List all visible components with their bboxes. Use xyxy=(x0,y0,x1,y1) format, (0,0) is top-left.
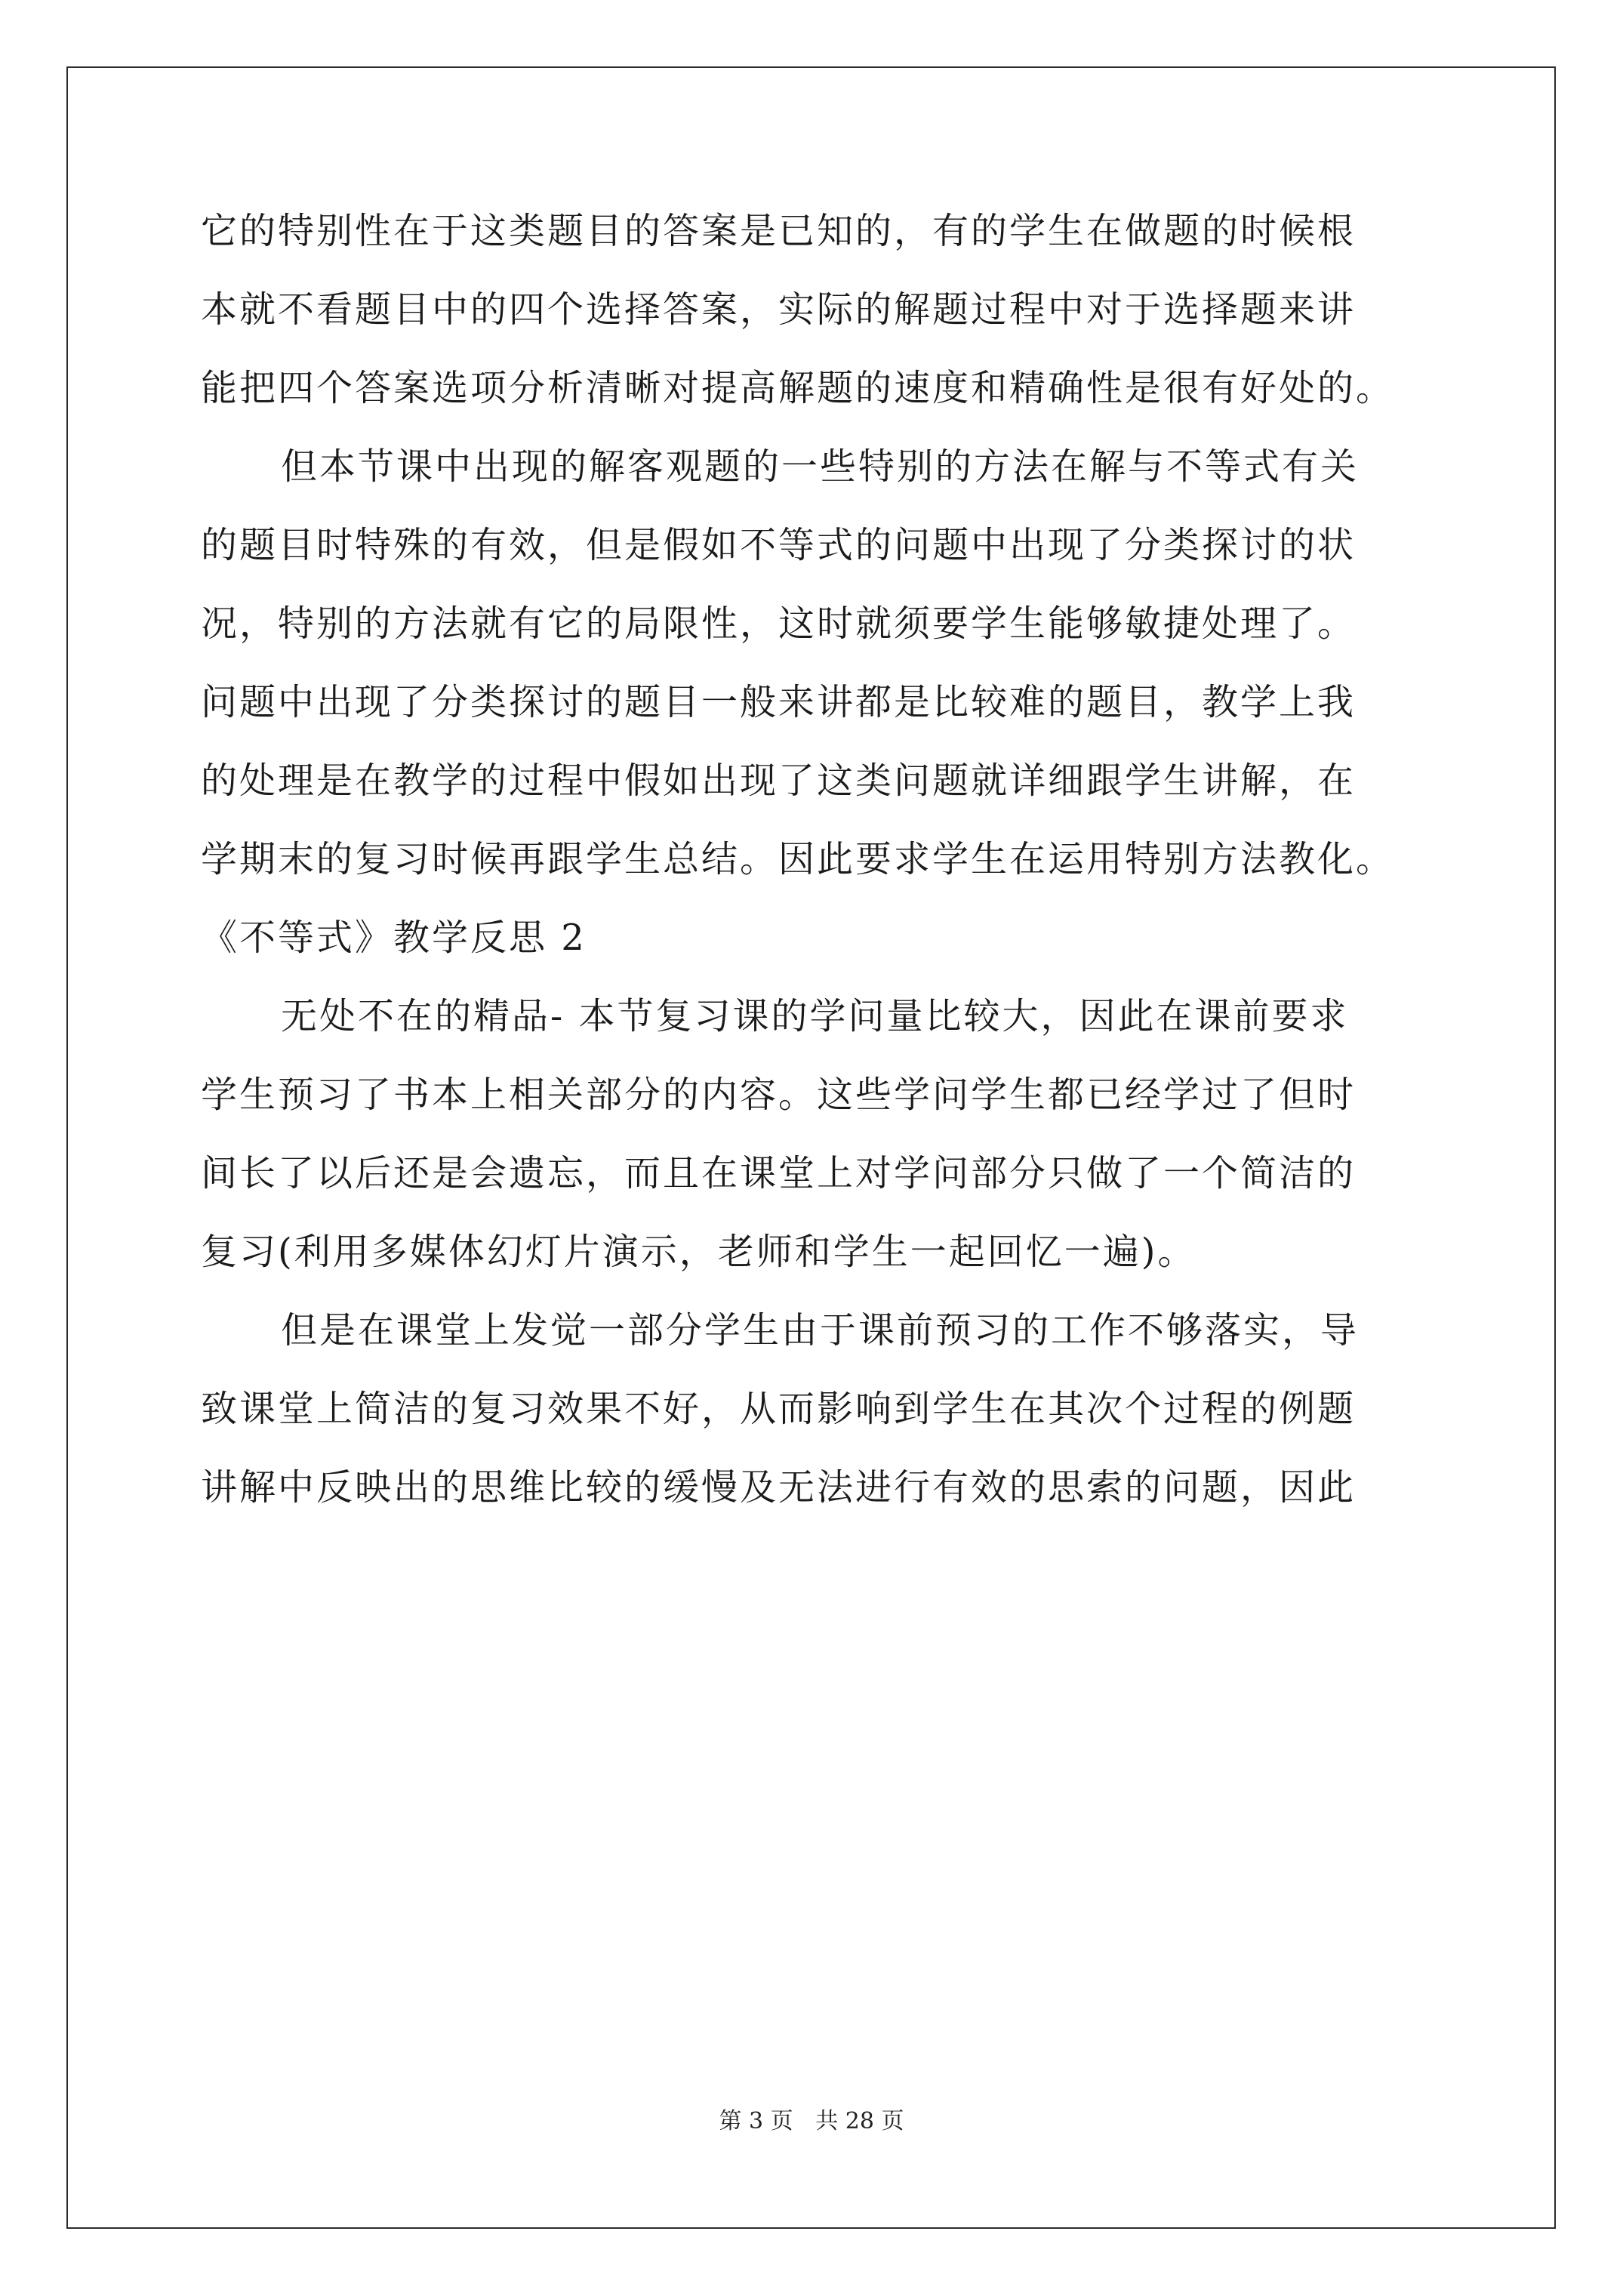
text-line: 复习(利用多媒体幻灯片演示，老师和学生一起回忆一遍)。 xyxy=(201,1231,1196,1273)
text-line: 学期末的复习时候再跟学生总结。因此要求学生在运用特别方法教化。 xyxy=(201,838,1395,880)
text-line: 讲解中反映出的思维比较的缓慢及无法进行有效的思索的问题，因此 xyxy=(201,1466,1357,1509)
page-total: 共 28 页 xyxy=(815,2108,904,2134)
text-line: 学生预习了书本上相关部分的内容。这些学问学生都已经学过了但时 xyxy=(201,1074,1357,1116)
text-line: 致课堂上简洁的复习效果不好，从而影响到学生在其次个过程的例题 xyxy=(201,1388,1357,1430)
text-line: 本就不看题目中的四个选择答案，实际的解题过程中对于选择题来讲 xyxy=(201,288,1357,331)
text-line: 的题目时特殊的有效，但是假如不等式的问题中出现了分类探讨的状 xyxy=(201,524,1357,566)
text-line: 但是在课堂上发觉一部分学生由于课前预习的工作不够落实，导 xyxy=(281,1309,1360,1351)
text-line: 的处理是在教学的过程中假如出现了这类问题就详细跟学生讲解，在 xyxy=(201,760,1357,802)
text-line: 但本节课中出现的解客观题的一些特别的方法在解与不等式有关 xyxy=(281,445,1360,488)
section-heading: 《不等式》教学反思 2 xyxy=(201,917,587,959)
document-body xyxy=(201,210,1439,1548)
page-footer xyxy=(0,2110,1623,2134)
text-line: 无处不在的精品- 本节复习课的学问量比较大，因此在课前要求 xyxy=(281,995,1349,1037)
text-line: 问题中出现了分类探讨的题目一般来讲都是比较难的题目，教学上我 xyxy=(201,681,1357,723)
text-line: 它的特别性在于这类题目的答案是已知的，有的学生在做题的时候根 xyxy=(201,210,1357,252)
page-number: 第 3 页 xyxy=(719,2108,793,2134)
text-line: 能把四个答案选项分析清晰对提高解题的速度和精确性是很有好处的。 xyxy=(201,367,1395,409)
text-line: 间长了以后还是会遗忘，而且在课堂上对学问部分只做了一个简洁的 xyxy=(201,1152,1357,1194)
text-line: 况，特别的方法就有它的局限性，这时就须要学生能够敏捷处理了。 xyxy=(201,603,1357,645)
